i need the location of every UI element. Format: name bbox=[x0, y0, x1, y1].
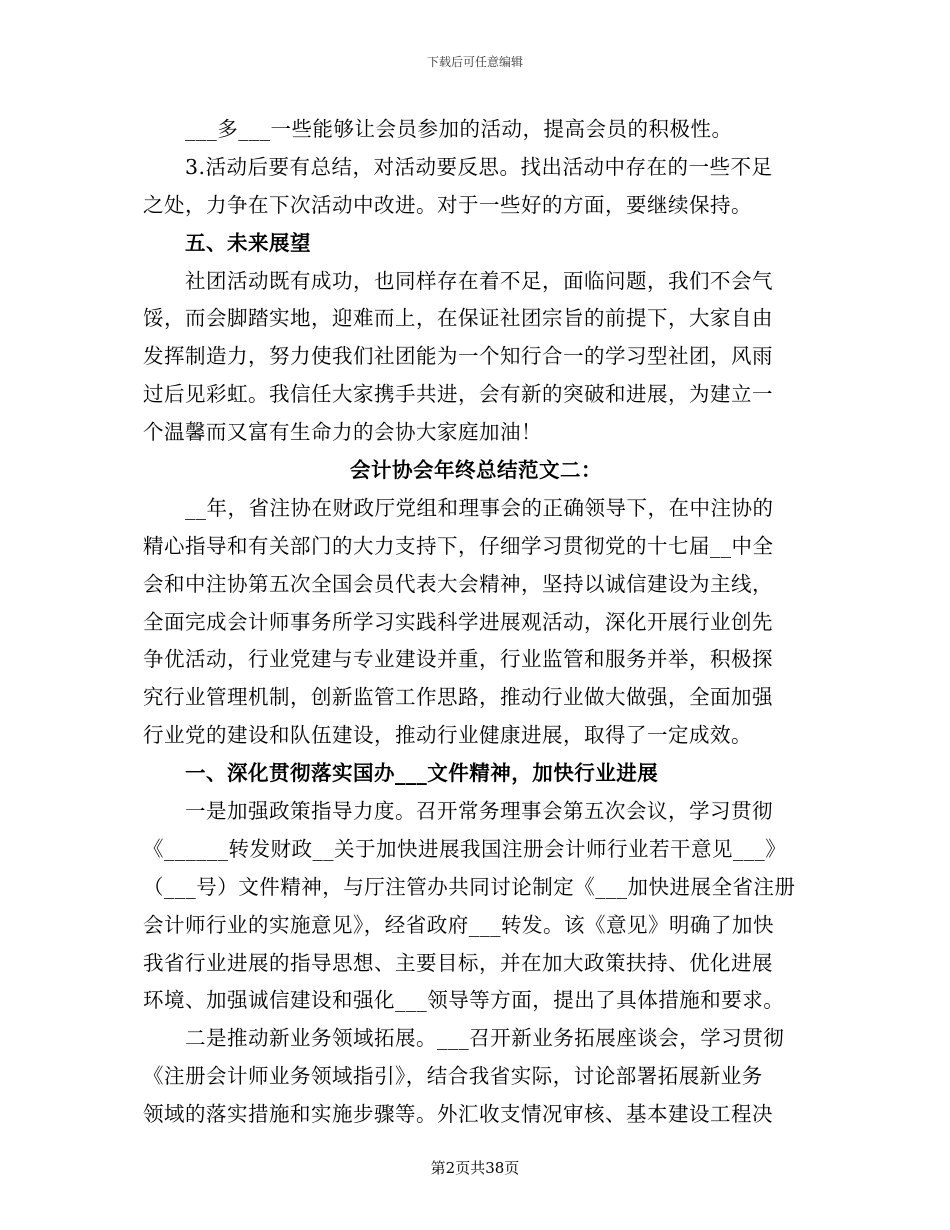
body-line: 一是加强政策指导力度。召开常务理事会第五次会议，学习贯彻 bbox=[185, 799, 773, 824]
body-line: 社团活动既有成功，也同样存在着不足，面临问题，我们不会气 bbox=[185, 268, 773, 293]
body-line: 环境、加强诚信建设和强化___领导等方面，提出了具体措施和要求。 bbox=[143, 988, 785, 1013]
body-line: 3.活动后要有总结，对活动要反思。找出活动中存在的一些不足 bbox=[185, 154, 773, 179]
body-line: 全面完成会计师事务所学习实践科学进展观活动，深化开展行业创先 bbox=[143, 609, 773, 634]
body-line: 二是推动新业务领域拓展。___召开新业务拓展座谈会，学习贯彻 bbox=[185, 1026, 785, 1051]
body-line: 《注册会计师业务领域指引》，结合我省实际，讨论部署拓展新业务 bbox=[143, 1064, 763, 1089]
body-line: 个温馨而又富有生命力的会协大家庭加油！ bbox=[143, 420, 542, 445]
body-line: 精心指导和有关部门的大力支持下，仔细学习贯彻党的十七届__中全 bbox=[143, 533, 774, 558]
body-line: 发挥制造力，努力使我们社团能为一个知行合一的学习型社团，风雨 bbox=[143, 344, 773, 369]
body-line: 行业党的建设和队伍建设，推动行业健康进展，取得了一定成效。 bbox=[143, 723, 752, 748]
body-line: 会计师行业的实施意见》，经省政府___转发。该《意见》明确了加快 bbox=[143, 912, 774, 937]
document-body bbox=[143, 111, 809, 1134]
article-title: 会计协会年终总结范文二： bbox=[350, 458, 602, 483]
body-line: 馁，而会脚踏实地，迎难而上，在保证社团宗旨的前提下，大家自由 bbox=[143, 306, 773, 331]
body-line: 会和中注协第五次全国会员代表大会精神，坚持以诚信建设为主线， bbox=[143, 571, 773, 596]
section-heading: 五、未来展望 bbox=[185, 230, 311, 255]
body-line: 我省行业进展的指导思想、主要目标，并在加大政策扶持、优化进展 bbox=[143, 950, 773, 975]
body-line: 之处，力争在下次活动中改进。对于一些好的方面，要继续保持。 bbox=[143, 192, 752, 217]
body-line: 究行业管理机制，创新监管工作思路，推动行业做大做强，全面加强 bbox=[143, 685, 773, 710]
body-line: 领域的落实措施和实施步骤等。外汇收支情况审核、基本建设工程决 bbox=[143, 1102, 773, 1127]
section-heading: 一、深化贯彻落实国办___文件精神，加快行业进展 bbox=[185, 761, 659, 786]
body-line: 过后见彩虹。我信任大家携手共进，会有新的突破和进展，为建立一 bbox=[143, 382, 773, 407]
body-line: __年，省注协在财政厅党组和理事会的正确领导下，在中注协的 bbox=[185, 495, 774, 520]
body-line: 争优活动，行业党建与专业建设并重，行业监管和服务并举，积极探 bbox=[143, 647, 773, 672]
page-number-footer: 第2页共38页 bbox=[430, 1159, 520, 1177]
page-header-note: 下载后可任意编辑 bbox=[426, 55, 523, 69]
body-line: （___号）文件精神，与厅注管办共同讨论制定《___加快进展全省注册 bbox=[143, 874, 796, 899]
body-line: ___多___一些能够让会员参加的活动，提高会员的积极性。 bbox=[185, 117, 733, 141]
body-line: 《______转发财政__关于加快进展我国注册会计师行业若干意见___》 bbox=[143, 836, 787, 861]
